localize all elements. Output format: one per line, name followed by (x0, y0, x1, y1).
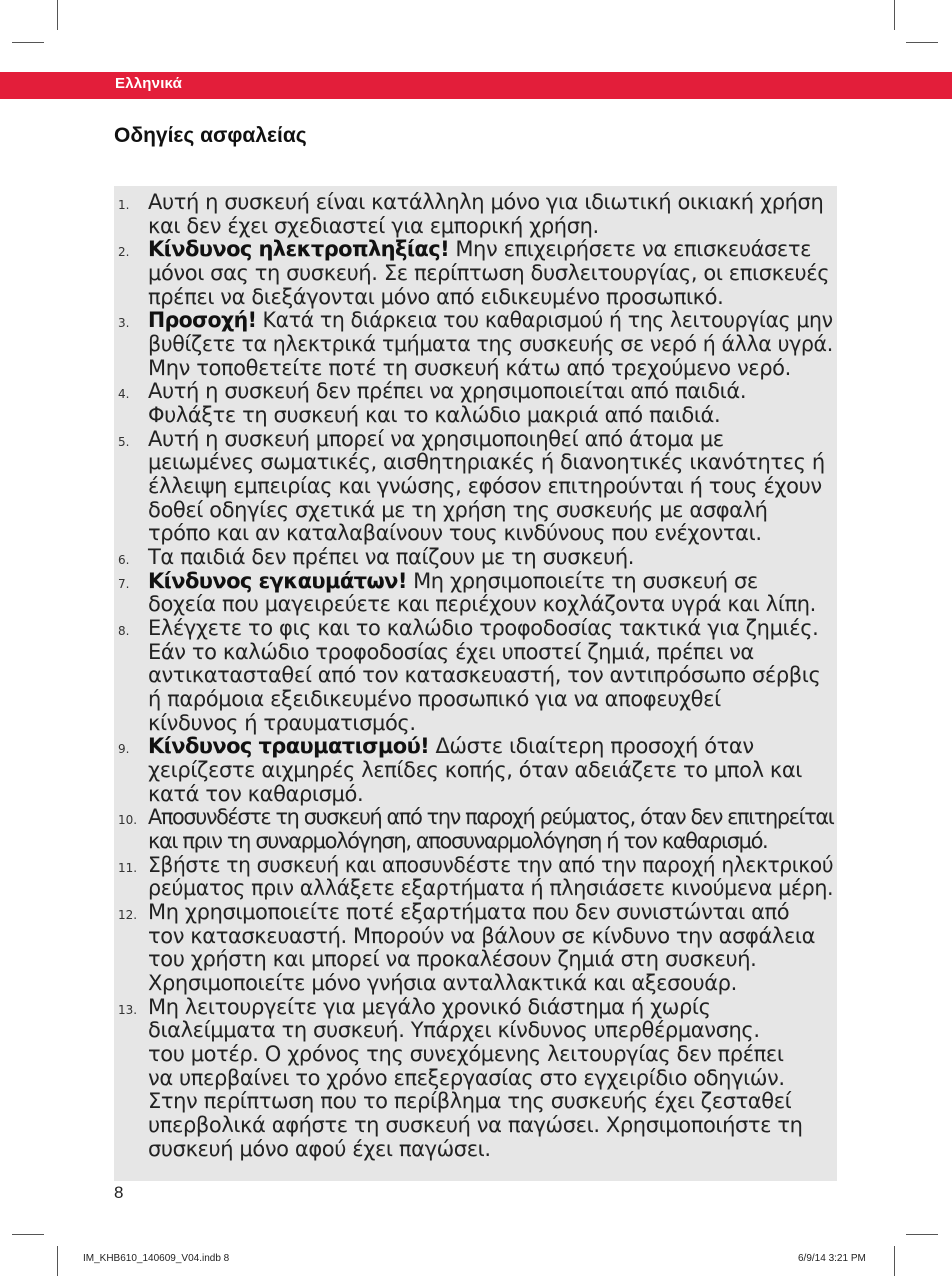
line-text: Μην επιχειρήσετε να επισκευάσετε (449, 237, 812, 262)
line-text: υπερβολικά αφήστε τη συσκευή να παγώσει. Χρησιμοποιήστε τη (148, 1113, 803, 1138)
line-text: Ελέγχετε το φις και το καλώδιο τροφοδοσίας τακτικά για ζημιές. (148, 616, 819, 641)
line-text: δοχεία που μαγειρεύετε και περιέχουν κοχλάζοντα υγρά και λίπη. (148, 592, 816, 617)
item-text-line (148, 995, 711, 1019)
item-text-line (148, 711, 416, 735)
crop-mark (906, 42, 938, 43)
item-text-line (148, 782, 363, 806)
line-text: ή παρόμοια εξειδικευμένο προσωπικό για να αποφευχθεί (148, 687, 721, 712)
item-text-line (148, 971, 737, 995)
item-number: 8. (118, 624, 130, 639)
line-text: του μοτέρ. Ο χρόνος της συνεχόμενης λειτουργίας δεν πρέπει (148, 1042, 784, 1067)
warning-label: Κίνδυνος ηλεκτροπληξίας! (148, 237, 450, 262)
page-number: 8 (114, 1183, 124, 1202)
item-number: 11. (118, 860, 138, 875)
item-text-line (148, 332, 833, 356)
warning-label: Προσοχή! (148, 308, 257, 333)
line-text: Μη λειτουργείτε για μεγάλο χρονικό διάστημα ή χωρίς (148, 994, 711, 1019)
item-text-line (148, 450, 825, 474)
item-text-line (148, 569, 758, 593)
item-text-line (148, 900, 789, 924)
item-number: 1. (118, 198, 130, 212)
item-text-line (148, 853, 833, 877)
line-text: μειωμένες σωματικές, αισθητηριακές ή διανοητικές ικανότητες ή (148, 450, 825, 475)
crop-mark (894, 0, 895, 30)
line-text: κατά τον καθαρισμό. (148, 781, 364, 806)
item-text-line (148, 427, 724, 451)
crop-mark (57, 1246, 58, 1276)
item-text-line (148, 829, 767, 853)
line-text: Αυτή η συσκευή είναι κατάλληλη μόνο για ιδιωτική οικιακή χρήση (148, 190, 824, 214)
line-text: Εάν το καλώδιο τροφοδοσίας έχει υποστεί ζημιά, πρέπει να (148, 639, 754, 664)
item-text-line (148, 356, 791, 380)
item-number: 5. (118, 434, 130, 449)
item-text-line (148, 1042, 784, 1066)
line-text: διαλείμματα τη συσκευή. Υπάρχει κίνδυνος υπερθέρμανσης. (148, 1018, 760, 1043)
line-text: Φυλάξτε τη συσκευή και το καλώδιο μακριά από παιδιά. (148, 403, 721, 428)
crop-mark (894, 1246, 895, 1276)
line-text: Αυτή η συσκευή μπορεί να χρησιμοποιηθεί από άτομα με (148, 426, 724, 451)
item-text-line (148, 498, 768, 522)
item-text-line (148, 545, 634, 569)
line-text: χειρίζεστε αιχμηρές λεπίδες κοπής, όταν αδειάζετε το μπολ και (148, 758, 803, 783)
line-text: του χρήστη και μπορεί να προκαλέσουν ζημιά στη συσκευή. (148, 947, 757, 972)
item-text-line (148, 1137, 491, 1161)
line-text: και πριν τη συναρμολόγηση, αποσυναρμολόγηση ή τον καθαρισμό. (148, 829, 768, 854)
line-text: Μη χρησιμοποιείτε τη συσκευή σε (406, 568, 758, 593)
item-number: 4. (118, 387, 130, 402)
line-text: βυθίζετε τα ηλεκτρικά τμήματα της συσκευής σε νερό ή άλλα υγρά. (148, 332, 833, 357)
item-text-line (148, 1089, 791, 1113)
line-text: Κατά τη διάρκεια του καθαρισμού ή της λειτουργίας μην (256, 308, 833, 333)
line-text: Στην περίπτωση που το περίβλημα της συσκευής έχει ζεσταθεί (148, 1089, 792, 1114)
line-text: Μη χρησιμοποιείτε ποτέ εξαρτήματα που δεν συνιστώνται από (148, 900, 790, 925)
item-text-line (148, 663, 820, 687)
item-text-line (148, 876, 833, 900)
item-text-line (148, 214, 599, 238)
line-text: τον κατασκευαστή. Μπορούν να βάλουν σε κίνδυνο την ασφάλεια (148, 923, 816, 948)
item-number: 12. (118, 908, 138, 923)
safety-instructions-panel (114, 186, 837, 1181)
line-text: Τα παιδιά δεν πρέπει να παίζουν με τη συσκευή. (148, 545, 635, 570)
item-text-line (148, 924, 815, 948)
footer-file-name: IM_KHB610_140609_V04.indb 8 (83, 1253, 230, 1264)
item-number: 7. (118, 576, 130, 591)
item-text-line (148, 758, 802, 782)
line-text: Αποσυνδέστε τη συσκευή από την παροχή ρεύματος, όταν δεν επιτηρείται (148, 805, 834, 830)
item-text-line (148, 190, 823, 214)
item-text-line (148, 805, 833, 829)
warning-label: Κίνδυνος τραυματισμού! (148, 734, 430, 759)
line-text: συσκευή μόνο αφού έχει παγώσει. (148, 1136, 491, 1161)
item-number: 6. (118, 553, 130, 568)
line-text: Χρησιμοποιείτε μόνο γνήσια ανταλλακτικά και αξεσουάρ. (148, 971, 737, 996)
item-text-line (148, 474, 822, 498)
warning-label: Κίνδυνος εγκαυμάτων! (148, 568, 407, 593)
item-number: 3. (118, 316, 130, 331)
language-label: Ελληνικά (115, 75, 183, 92)
item-text-line (148, 640, 754, 664)
crop-mark (12, 42, 44, 43)
line-text: Μην τοποθετείτε ποτέ τη συσκευή κάτω από τρεχούμενο νερό. (148, 355, 791, 380)
item-text-line (148, 947, 756, 971)
line-text: και δεν έχει σχεδιαστεί για εμπορική χρήση. (148, 213, 599, 238)
line-text: Αυτή η συσκευή δεν πρέπει να χρησιμοποιείται από παιδιά. (148, 379, 747, 404)
crop-mark (12, 1234, 44, 1235)
item-text-line (148, 261, 829, 285)
item-number: 13. (118, 1002, 138, 1017)
item-number: 10. (118, 813, 138, 828)
item-number: 9. (118, 742, 130, 757)
line-text: να υπερβαίνει το χρόνο επεξεργασίας στο εγχειρίδιο οδηγιών. (148, 1065, 785, 1090)
item-text-line (148, 237, 811, 261)
item-text-line (148, 521, 762, 545)
item-text-line (148, 379, 746, 403)
item-text-line (148, 687, 721, 711)
item-text-line (148, 592, 816, 616)
line-text: κίνδυνος ή τραυματισμός. (148, 710, 416, 735)
item-text-line (148, 403, 720, 427)
line-text: μόνοι σας τη συσκευή. Σε περίπτωση δυσλειτουργίας, οι επισκευές (148, 261, 830, 285)
line-text: έλλειψη εμπειρίας και γνώσης, εφόσον επιτηρούνται ή τους έχουν (148, 474, 822, 499)
line-text: δοθεί οδηγίες σχετικά με τη χρήση της συσκευής με ασφαλή (148, 497, 768, 522)
crop-mark (57, 0, 58, 30)
item-text-line (148, 1113, 803, 1137)
item-text-line (148, 616, 818, 640)
line-text: αντικατασταθεί από τον κατασκευαστή, τον αντιπρόσωπο σέρβις (148, 663, 821, 688)
item-text-line (148, 734, 754, 758)
crop-mark (906, 1234, 938, 1235)
language-bar (0, 72, 952, 99)
item-text-line (148, 285, 723, 309)
item-number: 2. (118, 245, 130, 260)
line-text: Δώστε ιδιαίτερη προσοχή όταν (429, 734, 754, 759)
page-title: Οδηγίες ασφαλείας (114, 124, 307, 147)
footer-timestamp: 6/9/14 3:21 PM (798, 1253, 866, 1264)
line-text: τρόπο και αν καταλαβαίνουν τους κινδύνους που ενέχονται. (148, 521, 762, 546)
item-text-line (148, 308, 833, 332)
line-text: Σβήστε τη συσκευή και αποσυνδέστε την από την παροχή ηλεκτρικού (148, 852, 834, 877)
line-text: πρέπει να διεξάγονται μόνο από ειδικευμένο προσωπικό. (148, 284, 724, 309)
item-text-line (148, 1018, 760, 1042)
line-text: ρεύματος πριν αλλάξετε εξαρτήματα ή πλησιάσετε κινούμενα μέρη. (148, 876, 834, 901)
item-text-line (148, 1066, 785, 1090)
